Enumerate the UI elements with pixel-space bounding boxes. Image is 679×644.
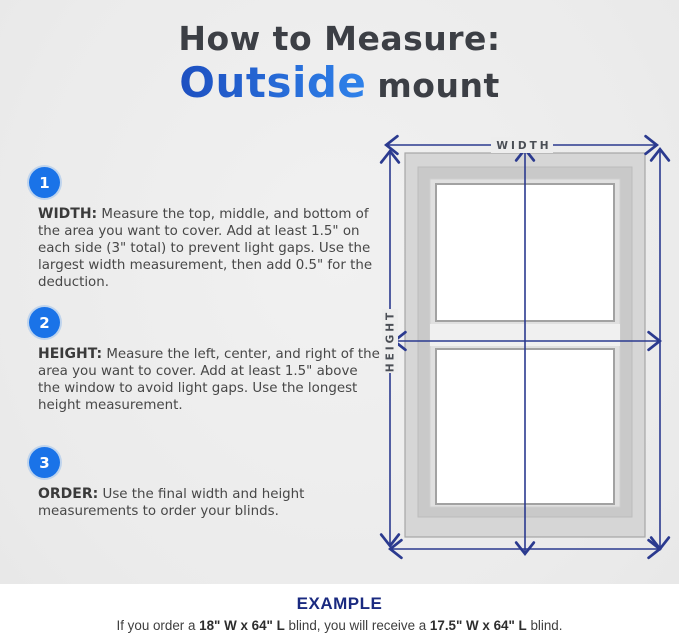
example-middle: blind, you will receive a [284,618,430,633]
step-3-body: Use the final width and height measurements to order your blinds. [38,487,305,519]
step-1-label: WIDTH: [38,206,98,222]
step-height [29,307,381,414]
window-measurement-diagram [375,128,675,580]
step-1-text [38,206,380,291]
height-label: HEIGHT [384,309,397,373]
example-prefix: If you order a [116,618,200,633]
step-2-badge: 2 [29,307,60,338]
steps-list [29,167,381,567]
example-footer [0,584,679,644]
step-order [29,447,381,520]
step-3-label: ORDER: [38,486,99,502]
title-mount-word: mount [377,65,500,105]
page-title-line1: How to Measure: [178,19,501,58]
example-sentence [0,618,679,633]
width-label: WIDTH [496,140,552,152]
step-3-text [38,486,380,520]
step-2-label: HEIGHT: [38,346,103,362]
step-1-body: Measure the top, middle, and bottom of the area you want to cover. Add at least 1.5" on each side (3" total) to prevent light gaps. Use the largest width measurement, then add 0.5" for the deduction. [38,207,373,290]
example-heading: EXAMPLE [296,594,383,613]
page-title-line2 [0,57,679,107]
step-2-text [38,346,380,414]
step-1-badge: 1 [29,167,60,198]
step-3-badge: 3 [29,447,60,478]
step-width [29,167,381,291]
example-suffix: blind. [526,618,563,633]
example-receive-size: 17.5" W x 64" L [429,618,527,633]
step-2-body: Measure the left, center, and right of the area you want to cover. Add at least 1.5" above the window to avoid light gaps. Use the longest height measurement. [38,347,380,413]
example-order-size: 18" W x 64" L [199,618,285,633]
header [0,19,679,107]
title-highlight-outside: Outside [179,57,367,107]
